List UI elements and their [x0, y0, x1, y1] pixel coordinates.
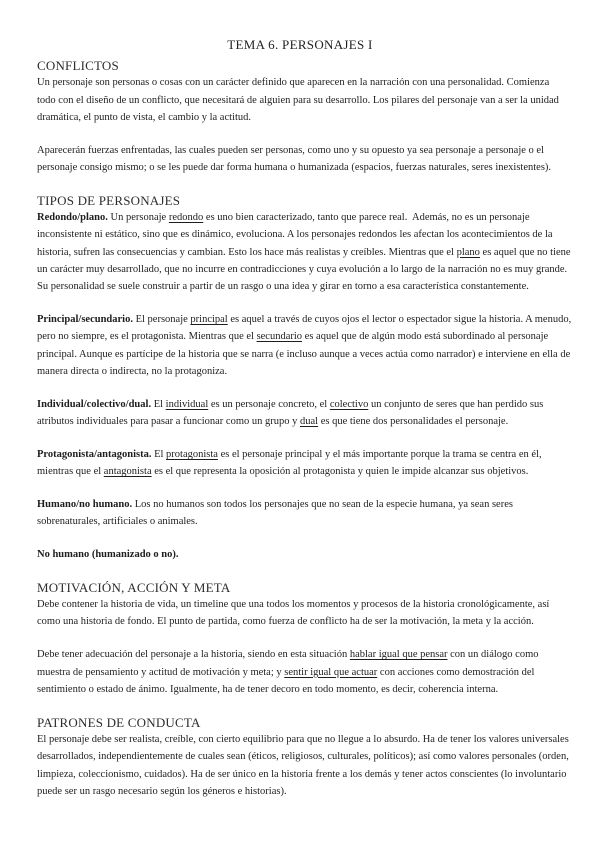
text-line: Aparecerán fuerzas enfrentadas, las cuales pueden ser personas, como uno y su opuesto ya sea personaje a personaje o el — [37, 144, 544, 156]
text-run: es uno bien caracterizado, tanto que parece real. Además, no es un personaje — [203, 212, 530, 224]
text-line: personaje consigo mismo; o se les puede dar forma humana o humanizada (espacios, fuerzas naturales, seres inexistentes). — [37, 161, 552, 173]
section-conflictos — [37, 57, 577, 176]
text-line — [37, 646, 577, 663]
section-heading-motivacion: MOTIVACIÓN, ACCIÓN Y META — [37, 579, 231, 595]
text-line: todo con el diseño de un conflicto, que necesitará de alguien para su desarrollo. Los pilares del personaje van a ser la unidad — [37, 94, 559, 106]
text-line: sobrenaturales, artificiales o animales. — [37, 516, 198, 528]
section-tipos-de-personajes — [37, 192, 577, 564]
text-line — [37, 463, 577, 480]
section-heading-patrones: PATRONES DE CONDUCTA — [37, 714, 201, 730]
underlined-term: colectivo — [329, 398, 369, 410]
text-line: manera directa o indirecta, no la protagoniza. — [37, 365, 228, 377]
paragraph — [37, 596, 577, 631]
term-label: Principal/secundario. — [37, 314, 133, 326]
text-line — [37, 244, 577, 261]
text-run: Un personaje — [107, 212, 169, 224]
text-line: como una historia de fondo. El punto de partida, como fuerza de conflicto ha de ser la motivación, la meta y la acción. — [37, 616, 534, 628]
text-run: Debe tener adecuación del personaje a la historia, siendo en esta situación — [37, 649, 350, 661]
text-run: El — [151, 398, 166, 410]
underlined-term: sentir igual que actuar — [284, 666, 378, 678]
term-label: Protagonista/antagonista. — [37, 448, 152, 460]
section-heading-tipos: TIPOS DE PERSONAJES — [37, 192, 181, 208]
text-run: con acciones como demostración del — [377, 666, 535, 678]
term-label: Individual/colectivo/dual. — [37, 398, 152, 410]
text-line: Un personaje son personas o cosas con un carácter definido que aparecen en la narración con una personalidad. Comienza — [37, 77, 550, 89]
text-line: dramática, el punto de vista, el cambio y la actitud. — [37, 111, 252, 123]
text-run: con un diálogo como — [447, 649, 539, 661]
paragraph — [37, 142, 577, 177]
text-line — [37, 413, 577, 430]
text-line: desarrollados, independientemente de cuales sean (éticos, religiosos, culturales, políticos); así como valores personales (orden, — [37, 751, 569, 763]
text-run: es aquel que no tiene — [479, 246, 571, 258]
underlined-term: individual — [165, 398, 209, 410]
text-line: Debe contener la historia de vida, un timeline que una todos los momentos y procesos de la historia cronológicamente, así — [37, 599, 550, 611]
text-run: muestra de pensamiento y actitud de motivación y meta; y — [37, 666, 285, 678]
text-run: pero no siempre, es el protagonista. Mientras que el — [37, 331, 257, 343]
text-line: sentimiento o estado de ánimo. Igualmente, ha de tener decoro en todo momento, es decir, coherencia interna. — [37, 683, 499, 695]
underlined-term: antagonista — [103, 466, 152, 478]
text-line: un carácter muy desarrollado, que no incurre en contradicciones y cuya evolución a lo largo de la narración no es muy grande. — [37, 263, 568, 275]
section-motivacion — [37, 579, 577, 698]
section-patrones — [37, 714, 577, 800]
underlined-term: hablar igual que pensar — [349, 649, 448, 661]
underlined-term: protagonista — [166, 448, 218, 460]
text-line: El personaje debe ser realista, creíble, con cierto equilibrio para que no llegue a lo absurdo. Ha de tener los valores universales — [37, 733, 569, 745]
paragraph-principal-secundario — [37, 311, 577, 380]
section-heading-conflictos: CONFLICTOS — [37, 58, 119, 73]
text-run: mientras que el — [37, 466, 104, 478]
underlined-term: plano — [456, 246, 480, 258]
text-run: es que tiene dos personalidades el personaje. — [318, 416, 509, 428]
text-run: es aquel a través de cuyos ojos el lector o espectador sigue la historia. A menudo, — [227, 314, 572, 326]
paragraph-redondo-plano — [37, 209, 577, 295]
text-line — [37, 396, 577, 413]
text-run: historia, sufren las consecuencias y cambian. Esto los hace más realistas y creíbles. Mientras que el — [37, 246, 457, 258]
text-line — [37, 496, 577, 513]
paragraph-humano-no-humano — [37, 496, 577, 531]
text-run: atributos individuales para pasar a funcionar como un grupo y — [37, 416, 301, 428]
text-line: principal. Aunque es partícipe de la historia que se narra (e incluso aunque a veces actúa como narrador) e interviene en ella de — [37, 348, 571, 360]
text-line — [37, 311, 577, 328]
underlined-term: dual — [300, 416, 319, 428]
document-body — [37, 57, 577, 816]
paragraph-protagonista-antagonista — [37, 446, 577, 481]
term-label: Redondo/plano. — [37, 212, 108, 224]
document-title: TEMA 6. PERSONAJES I — [227, 37, 373, 52]
text-line: inconsistente ni estático, sino que es dinámico, evoluciona. A los personajes redondos les afectan los acontecimientos de la — [37, 229, 553, 241]
text-run: es el que representa la oposición al protagonista y quien le impide alcanzar sus objetivos. — [151, 466, 529, 478]
text-run: es un personaje concreto, el — [208, 398, 330, 410]
text-line — [37, 209, 577, 226]
paragraph — [37, 646, 577, 698]
text-run: es el personaje principal y el más importante porque la trama se centra en él, — [217, 448, 542, 460]
paragraph-no-humano — [37, 546, 577, 563]
text-line — [37, 664, 577, 681]
text-line: limpieza, coleccionismo, cuidados). Ha de ser único en la historia frente a los demás y tener actos conscientes (lo involuntario — [37, 768, 567, 780]
term-label: No humano (humanizado o no). — [37, 549, 179, 561]
text-run: Los no humanos son todos los personajes que no sean de la especie humana, ya sean seres — [132, 498, 513, 510]
paragraph-individual-colectivo-dual — [37, 396, 577, 431]
underlined-term: secundario — [256, 331, 303, 343]
text-run: un conjunto de seres que han perdido sus — [368, 398, 544, 410]
text-line — [37, 546, 577, 563]
paragraph — [37, 74, 577, 126]
text-run: es aquel que de algún modo está subordinado al personaje — [302, 331, 549, 343]
text-run: El — [151, 448, 167, 460]
text-line — [37, 328, 577, 345]
term-label: Humano/no humano. — [37, 498, 133, 510]
underlined-term: principal — [190, 314, 228, 326]
text-line: puede ser un rasgo necesario según los géneros e historias). — [37, 785, 287, 797]
text-line — [37, 446, 577, 463]
paragraph — [37, 731, 577, 800]
underlined-term: redondo — [168, 212, 204, 224]
text-line: Su personalidad se suele construir a partir de un rasgo o una idea y girar en torno a esa característica constantemente. — [37, 281, 529, 293]
text-run: El personaje — [132, 314, 191, 326]
